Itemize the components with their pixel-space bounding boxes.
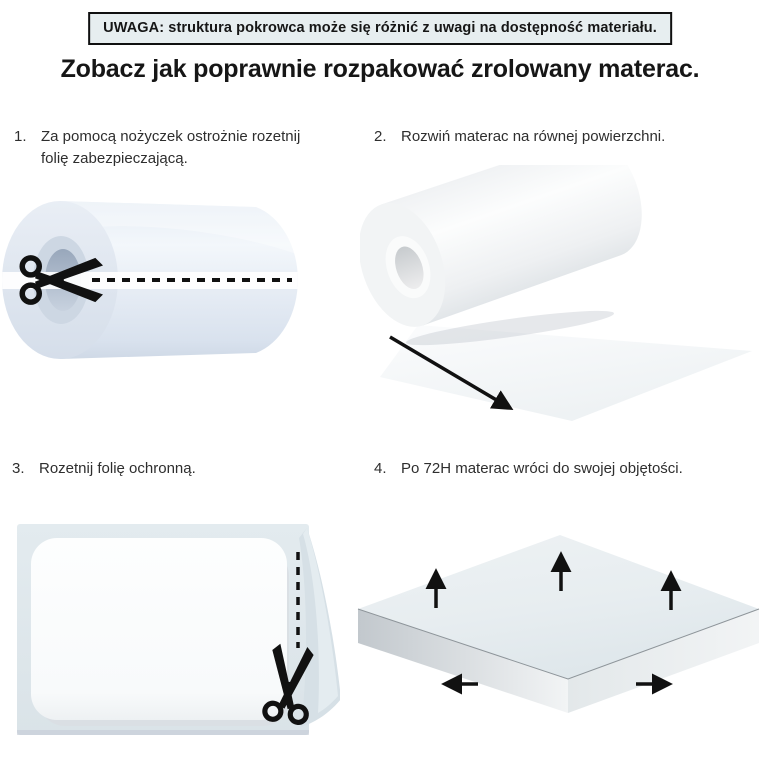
step-3-caption — [12, 458, 342, 480]
illustration-mattress-expanding — [355, 532, 760, 747]
page-title: Zobacz jak poprawnie rozpakować zrolowany materac. — [60, 55, 700, 83]
notice-text: UWAGA: struktura pokrowca może się różnić z uwagi na dostępność materiału. — [103, 20, 657, 36]
illustration-flat-mattress-film-cut — [5, 510, 340, 758]
mattress-slab — [358, 535, 759, 713]
step-1-number: 1. — [14, 128, 27, 145]
illustration-rolled-mattress-cut — [0, 190, 340, 375]
notice-banner — [88, 12, 672, 45]
step-2-caption — [374, 126, 754, 148]
step-1-caption — [14, 126, 344, 170]
step-2-text: Rozwiń materac na równej powierzchni. — [401, 128, 666, 145]
flat-mattress — [31, 538, 287, 720]
step-1-text: Za pomocą nożyczek ostrożnie rozetnij folię zabezpieczającą. — [41, 128, 301, 167]
film-bottom-edge — [17, 730, 309, 735]
illustration-mattress-unrolling — [360, 165, 760, 435]
step-4-caption — [374, 458, 760, 480]
step-3-number: 3. — [12, 460, 25, 477]
step-4-number: 4. — [374, 460, 387, 477]
step-4-text: Po 72H materac wróci do swojej objętości. — [401, 460, 683, 477]
step-2-number: 2. — [374, 128, 387, 145]
step-3-text: Rozetnij folię ochronną. — [39, 460, 196, 477]
